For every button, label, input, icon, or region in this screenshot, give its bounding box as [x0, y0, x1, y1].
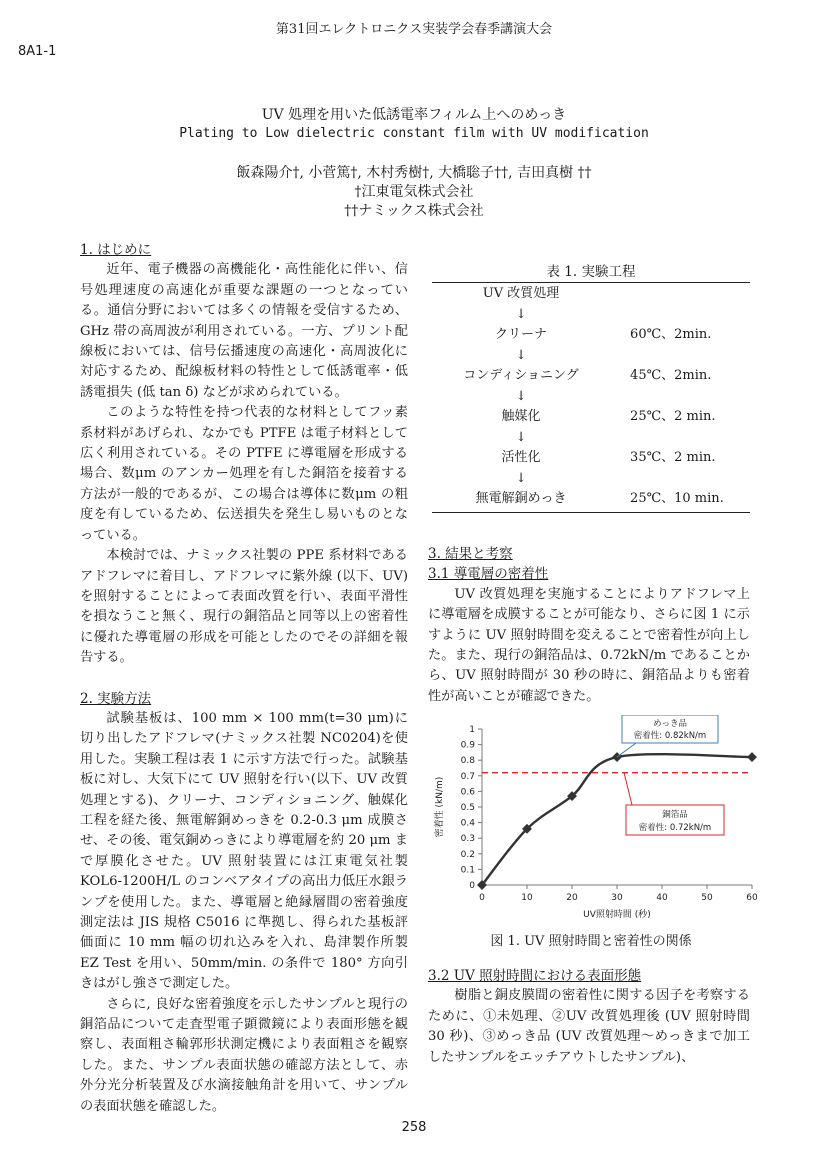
table-row — [432, 428, 750, 449]
table-row — [432, 407, 750, 428]
method-paragraph-2: さらに, 良好な密着強度を示したサンプルと現行の銅箔品について走査型電子顕微鏡により表面形態を観察し、表面粗さ輪郭形状測定機により表面粗さを観察した。また、サンプル表面状態の確認方法として、赤外分光分析装置及び水滴接触角計を用いて、サンプルの表面状態を確認した。 — [80, 996, 408, 1114]
x-tick-label: 40 — [656, 893, 668, 903]
table-1 — [432, 260, 750, 513]
callout-plating-value: 密着性: 0.82kN/m — [633, 731, 707, 741]
table-row — [432, 448, 750, 469]
intro-paragraph-2: このような特性を持つ代表的な材料としてフッ素系材料があげられ、なかでも PTFE は電子材料として広く利用されている。その PTFE に導電層を形成する場合、数μm のアンカー処理を有した銅箔を接着する方法が一般的であるが、この場合は導体に数μm の粗度を有しているため、伝送損失を発生し易いものとなっている。 — [80, 405, 408, 543]
table-step: 触媒化 — [501, 409, 541, 424]
table-row — [432, 325, 750, 346]
table-1-title: 表 1. 実験工程 — [546, 264, 636, 280]
y-tick-label: 0.1 — [460, 865, 475, 876]
table-condition: 45℃、2min. — [630, 368, 712, 383]
subsection-heading-surface: 3.2 UV 照射時間における表面形態 — [428, 968, 642, 984]
author-list: 飯森陽介†, 小菅篤†, 木村秀樹†, 大橋聡子††, 吉田真樹 †† — [236, 165, 592, 181]
down-arrow-icon: ↓ — [515, 388, 527, 404]
results-paragraph-1: UV 改質処理を実施することによりアドフレマ上に導電層を成膜することが可能なり、さらに図 1 に示すように UV 照射時間を変えることで密着性が向上した。また、現行の銅箔品は、0.72kN/m であることから、UV 照射時間が 30 秒の時に、銅箔品よりも密着性が高いことが確認できた。 — [428, 586, 750, 704]
page-number: 258 — [401, 1120, 427, 1135]
x-tick-label: 50 — [701, 893, 713, 903]
table-condition: 60℃、2min. — [630, 327, 712, 342]
callout-plating-label: めっき品 — [653, 719, 687, 729]
affiliation-2: ††ナミックス株式会社 — [344, 203, 484, 219]
section-heading-method: 2. 実験方法 — [80, 690, 152, 707]
table-row — [432, 346, 750, 367]
callout-copper-value: 密着性: 0.72kN/m — [638, 823, 712, 833]
affiliation-1: †江東電気株式会社 — [354, 184, 474, 200]
table-condition: 35℃、2 min. — [630, 450, 716, 465]
x-tick-label: 10 — [521, 893, 533, 903]
table-step: 活性化 — [501, 450, 541, 465]
table-step: コンディショニング — [463, 368, 579, 383]
left-column — [80, 240, 408, 1117]
y-tick-label: 0.4 — [460, 818, 475, 829]
table-condition: 25℃、2 min. — [630, 409, 716, 424]
down-arrow-icon: ↓ — [515, 306, 527, 322]
section-heading-results: 3. 結果と考察 — [428, 546, 513, 562]
right-column-surface — [428, 966, 750, 1068]
table-row — [432, 387, 750, 408]
table-step: 無電解銅めっき — [475, 491, 567, 506]
x-axis-label: UV照射時間 (秒) — [583, 910, 651, 920]
y-axis-label: 密着性 (kN/m) — [435, 776, 445, 838]
subsection-heading-adhesion: 3.1 導電層の密着性 — [428, 566, 549, 583]
table-row — [432, 284, 750, 305]
title-english: Plating to Low dielectric constant film with UV modification — [179, 126, 649, 141]
down-arrow-icon: ↓ — [515, 347, 527, 363]
y-tick-label: 0.8 — [460, 756, 475, 767]
results-paragraph-2: 樹脂と銅皮膜間の密着性に関する因子を考察するために、①未処理、②UV 改質処理後 (UV 照射時間 30 秒)、③めっき品 (UV 改質処理～めっきまで加工したサンプルをエッチアウトしたサンプル)、 — [428, 988, 750, 1065]
table-row — [432, 366, 750, 387]
table-condition — [610, 284, 750, 305]
title-japanese: UV 処理を用いた低誘電率フィルム上へのめっき — [261, 107, 567, 123]
y-tick-label: 0.2 — [460, 849, 475, 860]
x-tick-label: 0 — [479, 893, 485, 903]
data-point — [747, 752, 757, 762]
y-tick-label: 0.3 — [460, 834, 475, 845]
y-tick-label: 0 — [469, 881, 475, 891]
table-condition: 25℃、10 min. — [630, 491, 724, 506]
intro-paragraph-1: 近年、電子機器の高機能化・高性能化に伴い、信号処理速度の高速化が重要な課題の一つとなっている。通信分野においては多くの情報を受信するため、GHz 帯の高周波が利用されている。一方、プリント配線板においては、信号伝播速度の高速化・高周波化に対応するため、配線板材料の特性として低誘電率・低誘電損失 (低 tan δ) などが求められている。 — [80, 262, 408, 400]
conference-header: 第31回エレクトロニクス実装学会春季講演大会 — [275, 22, 553, 37]
y-tick-label: 0.6 — [460, 787, 475, 798]
y-tick-label: 0.9 — [460, 740, 475, 751]
y-tick-label: 0.7 — [460, 771, 475, 782]
table-row — [432, 489, 750, 510]
table-row — [432, 469, 750, 490]
x-tick-label: 60 — [746, 893, 758, 903]
down-arrow-icon: ↓ — [515, 470, 527, 486]
down-arrow-icon: ↓ — [515, 429, 527, 445]
callout-copper-label: 銅箔品 — [662, 810, 688, 820]
table-row — [432, 305, 750, 326]
callout-copper-pointer — [624, 773, 632, 805]
y-tick-label: 1 — [469, 725, 475, 735]
right-column-results — [428, 544, 750, 707]
intro-paragraph-3: 本検討では、ナミックス社製の PPE 系材料であるアドフレマに着目し、アドフレマに紫外線 (以下、UV) を照射することによって表面改質を行い、表面平滑性を損なうこと無く、現行の銅箔品と同等以上の密着性に優れた導電層の形成を可能としたのでその詳細を報告する。 — [80, 548, 408, 666]
table-1-body — [432, 282, 750, 513]
y-tick-label: 0.5 — [460, 803, 475, 813]
figure-1-chart — [430, 715, 760, 925]
table-step: クリーナ — [495, 327, 548, 342]
paper-code: 8A1-1 — [18, 44, 57, 59]
x-tick-label: 30 — [611, 893, 623, 903]
x-tick-label: 20 — [566, 893, 578, 903]
table-step: UV 改質処理 — [482, 286, 560, 301]
figure-1-caption: 図 1. UV 照射時間と密着性の関係 — [490, 934, 692, 949]
method-paragraph-1: 試験基板は、100 mm × 100 mm(t=30 μm)に切り出したアドフレマ(ナミックス社製 NC0204)を使用した。実験工程は表 1 に示す方法で行った。試験基板に対し、大気下にて UV 照射を行い(以下、UV 改質処理とする)、クリーナ、コンディショニング、触媒化工程を経た後、無電解銅めっきを 0.2-0.3 μm 成膜させ、その後、電気銅めっきにより導電層を約 20 μm まで厚膜化させた。UV 照射装置には江東電気社製 KOL6-1200H/L のコンベアタイプの高出力低圧水銀ランプを使用した。また、導電層と絶縁層間の密着強度測定法は JIS 規格 C5016 に準拠し、得られた基板評価面に 10 mm 幅の切れ込みを入れ、島津製作所製 EZ Test を用い、50mm/min. の条件で 180° 方向引きはがし強さで測定した。 — [80, 710, 408, 992]
section-heading-intro: 1. はじめに — [80, 242, 152, 258]
